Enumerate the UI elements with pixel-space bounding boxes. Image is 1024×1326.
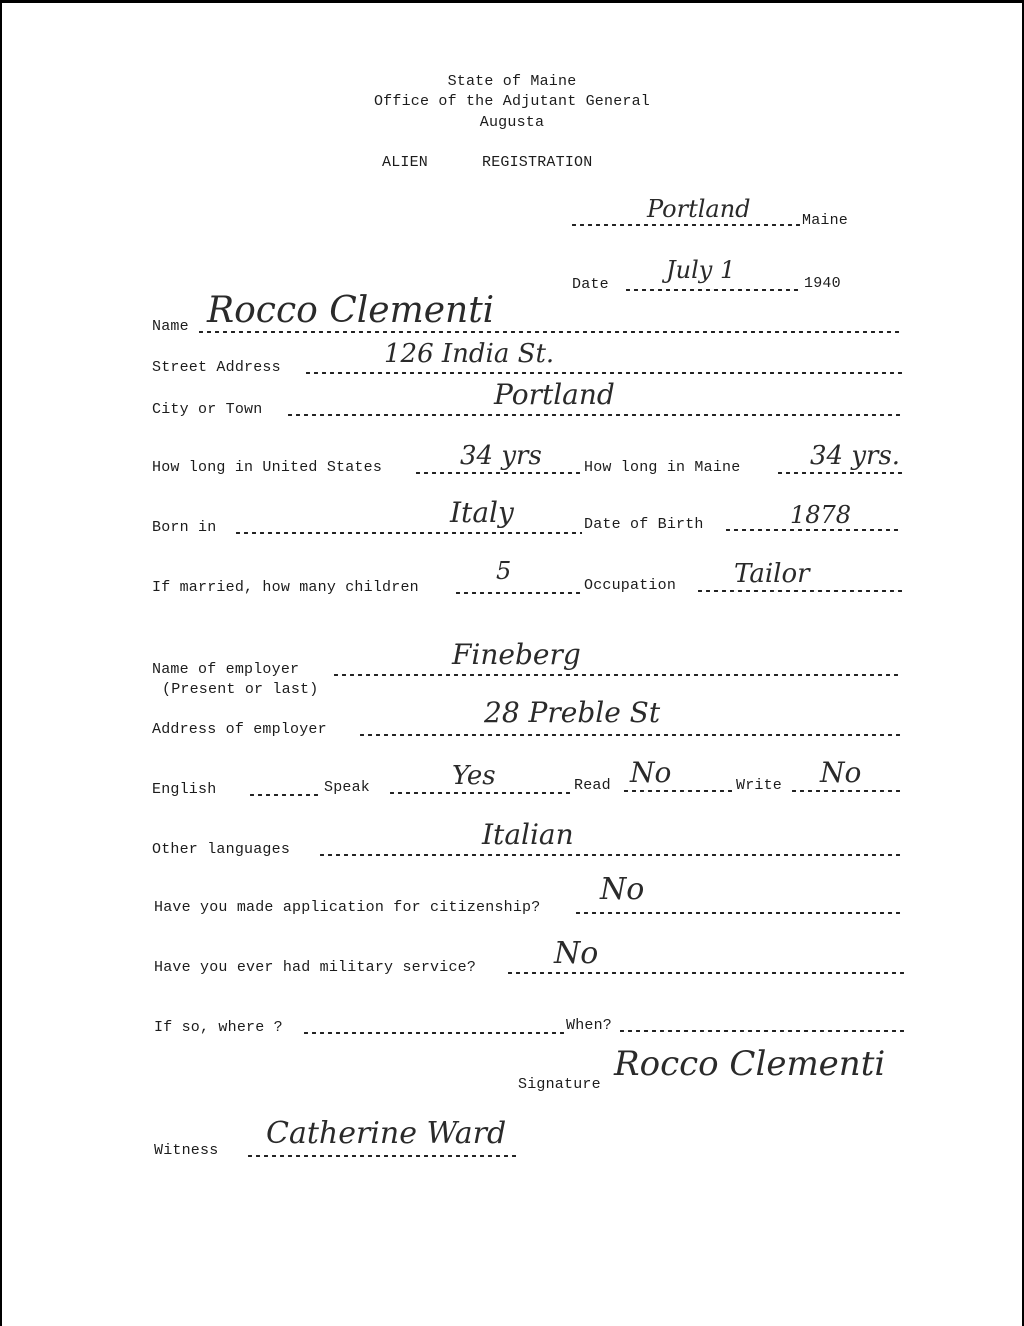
occupation-dots: [696, 590, 902, 592]
other-languages-label: Other languages: [152, 841, 291, 858]
date-of-birth-dots: [724, 529, 902, 531]
speak-label: Speak: [324, 779, 371, 796]
read-dots: [622, 790, 732, 792]
signature-label: Signature: [518, 1076, 601, 1093]
name-label: Name: [152, 318, 189, 335]
employer-dots: [332, 674, 902, 676]
place-suffix: Maine: [802, 212, 849, 229]
write-value: No: [820, 756, 862, 789]
how-long-maine-dots: [776, 472, 902, 474]
date-year: 1940: [804, 275, 841, 292]
how-long-us-value: 34 yrs: [460, 441, 542, 471]
citizenship-label: Have you made application for citizenship?: [154, 899, 541, 916]
name-value: Rocco Clementi: [207, 290, 495, 331]
other-languages-dots: [318, 854, 902, 856]
occupation-label: Occupation: [584, 577, 677, 594]
how-long-us-label: How long in United States: [152, 459, 383, 476]
date-dots: [624, 289, 802, 291]
occupation-value: Tailor: [734, 559, 810, 589]
read-value: No: [630, 756, 672, 789]
how-long-maine-value: 34 yrs.: [810, 441, 901, 471]
write-dots: [790, 790, 902, 792]
how-long-maine-label: How long in Maine: [584, 459, 741, 476]
witness-label: Witness: [154, 1142, 219, 1159]
witness-dots: [246, 1155, 518, 1157]
if-so-dots: [302, 1032, 564, 1034]
street-address-label: Street Address: [152, 359, 281, 376]
citizenship-value: No: [600, 872, 645, 907]
street-address-value: 126 India St.: [384, 339, 555, 369]
children-value: 5: [496, 557, 512, 585]
english-label: English: [152, 781, 217, 798]
date-of-birth-label: Date of Birth: [584, 516, 704, 533]
street-address-dots: [304, 372, 902, 374]
witness-value: Catherine Ward: [266, 1116, 507, 1151]
city-label: City or Town: [152, 401, 263, 418]
employer-label: Name of employer: [152, 661, 300, 678]
read-label: Read: [574, 777, 611, 794]
place-value: Portland: [647, 195, 751, 223]
date-label: Date: [572, 276, 609, 293]
name-dots: [197, 331, 902, 333]
employer-address-value: 28 Preble St: [484, 696, 661, 729]
signature-value: Rocco Clementi: [614, 1044, 886, 1084]
write-label: Write: [736, 777, 783, 794]
header-registration: REGISTRATION: [482, 154, 593, 171]
when-label: When?: [566, 1017, 613, 1034]
citizenship-dots: [574, 912, 904, 914]
city-dots: [286, 414, 902, 416]
date-of-birth-value: 1878: [790, 501, 852, 529]
if-so-label: If so, where ?: [154, 1019, 283, 1036]
employer-address-dots: [358, 734, 902, 736]
speak-dots: [388, 792, 572, 794]
employer-value: Fineberg: [452, 638, 581, 671]
header-city: Augusta: [479, 114, 545, 131]
place-dots: [570, 224, 800, 226]
header-office: Office of the Adjutant General: [373, 93, 651, 110]
children-dots: [454, 592, 582, 594]
when-dots: [618, 1030, 904, 1032]
employer-sublabel: (Present or last): [162, 681, 319, 698]
born-in-label: Born in: [152, 519, 217, 536]
english-dots: [248, 794, 322, 796]
how-long-us-dots: [414, 472, 582, 474]
header-alien: ALIEN: [382, 154, 429, 171]
born-in-value: Italy: [450, 496, 514, 529]
military-label: Have you ever had military service?: [154, 959, 477, 976]
employer-address-label: Address of employer: [152, 721, 327, 738]
city-value: Portland: [494, 378, 615, 411]
other-languages-value: Italian: [482, 818, 574, 851]
children-label: If married, how many children: [152, 579, 419, 596]
header-state: State of Maine: [447, 73, 577, 90]
speak-value: Yes: [452, 761, 496, 791]
date-value: July 1: [666, 256, 736, 284]
military-dots: [506, 972, 904, 974]
military-value: No: [554, 936, 599, 971]
born-in-dots: [234, 532, 582, 534]
